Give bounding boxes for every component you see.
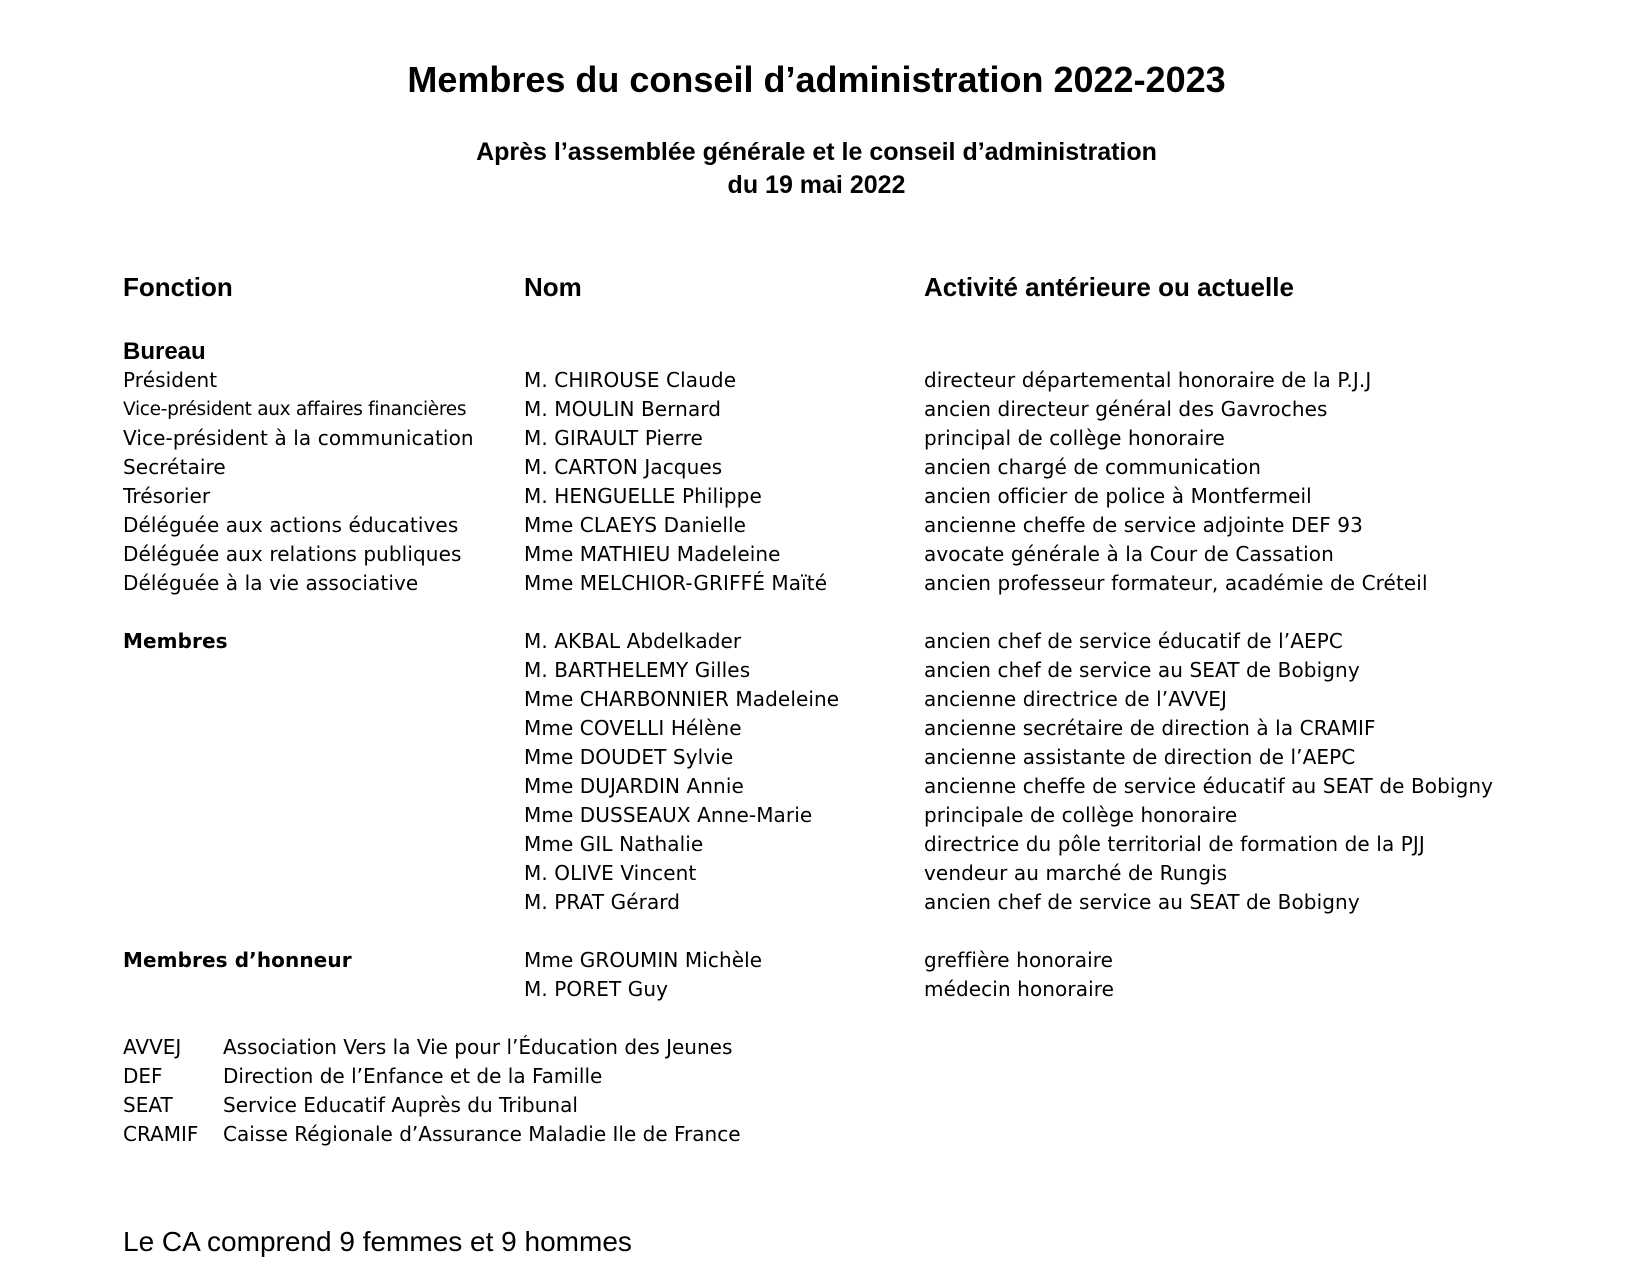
nom-cell: M. PRAT Gérard: [524, 890, 681, 914]
abbreviation-code: CRAMIF: [123, 1122, 199, 1146]
nom-cell: Mme MATHIEU Madeleine: [524, 542, 781, 566]
activite-cell: vendeur au marché de Rungis: [924, 861, 1228, 885]
table-row: [0, 743, 1633, 772]
activite-cell: ancienne directrice de l’AVVEJ: [924, 687, 1227, 711]
nom-cell: M. CARTON Jacques: [524, 455, 723, 479]
abbreviation-code: SEAT: [123, 1093, 173, 1117]
table-row: [0, 772, 1633, 801]
nom-cell: Mme COVELLI Hélène: [524, 716, 742, 740]
abbreviation-row: [0, 1062, 1633, 1091]
page-title: Membres du conseil d’administration 2022-2023: [407, 59, 1226, 100]
nom-cell: M. MOULIN Bernard: [524, 397, 722, 421]
fonction-cell: Déléguée aux relations publiques: [123, 542, 462, 566]
nom-cell: Mme DUJARDIN Annie: [524, 774, 744, 798]
activite-cell: ancien chargé de communication: [924, 455, 1262, 479]
table-row: [0, 714, 1633, 743]
table-row: [0, 569, 1633, 598]
fonction-cell: Président: [123, 368, 218, 392]
nom-cell: M. GIRAULT Pierre: [524, 426, 703, 450]
table-row: [0, 453, 1633, 482]
nom-cell: M. PORET Guy: [524, 977, 669, 1001]
abbreviation-code: DEF: [123, 1064, 163, 1088]
nom-cell: M. HENGUELLE Philippe: [524, 484, 762, 508]
activite-cell: ancienne assistante de direction de l’AEPC: [924, 745, 1356, 769]
activite-cell: ancienne secrétaire de direction à la CRAMIF: [924, 716, 1376, 740]
nom-cell: Mme CHARBONNIER Madeleine: [524, 687, 840, 711]
nom-cell: M. CHIROUSE Claude: [524, 368, 737, 392]
table-row: [0, 656, 1633, 685]
nom-cell: Mme GROUMIN Michèle: [524, 948, 763, 972]
activite-cell: directeur départemental honoraire de la P.J.J: [924, 368, 1372, 392]
abbreviation-text: Direction de l’Enfance et de la Famille: [223, 1064, 603, 1088]
table-row: [0, 830, 1633, 859]
fonction-cell: Vice-président à la communication: [123, 426, 474, 450]
abbreviation-text: Association Vers la Vie pour l’Éducation des Jeunes: [223, 1035, 733, 1059]
table-row: [0, 888, 1633, 917]
nom-cell: Mme CLAEYS Danielle: [524, 513, 747, 537]
header-activite: Activité antérieure ou actuelle: [924, 272, 1294, 302]
table-row: [0, 627, 1633, 656]
activite-cell: ancien chef de service au SEAT de Bobigny: [924, 890, 1360, 914]
nom-cell: M. OLIVE Vincent: [524, 861, 697, 885]
activite-cell: greffière honoraire: [924, 948, 1114, 972]
nom-cell: Mme MELCHIOR-GRIFFÉ Maïté: [524, 571, 828, 595]
activite-cell: ancien chef de service éducatif de l’AEPC: [924, 629, 1343, 653]
subtitle-line-2: du 19 mai 2022: [727, 171, 906, 199]
activite-cell: avocate générale à la Cour de Cassation: [924, 542, 1334, 566]
fonction-cell: Déléguée à la vie associative: [123, 571, 419, 595]
abbreviation-code: AVVEJ: [123, 1035, 182, 1059]
fonction-cell: Déléguée aux actions éducatives: [123, 513, 459, 537]
header-nom: Nom: [524, 272, 582, 302]
activite-cell: médecin honoraire: [924, 977, 1115, 1001]
abbreviation-text: Caisse Régionale d’Assurance Maladie Ile de France: [223, 1122, 741, 1146]
table-row: [0, 395, 1633, 424]
activite-cell: ancien officier de police à Montfermeil: [924, 484, 1312, 508]
fonction-cell: Vice-président aux affaires financières: [123, 399, 467, 420]
abbreviation-row: [0, 1033, 1633, 1062]
table-row: [0, 482, 1633, 511]
table-row: [0, 366, 1633, 395]
table-row: [0, 801, 1633, 830]
activite-cell: ancienne cheffe de service éducatif au SEAT de Bobigny: [924, 774, 1494, 798]
abbreviation-row: [0, 1091, 1633, 1120]
nom-cell: Mme DOUDET Sylvie: [524, 745, 734, 769]
table-row: [0, 946, 1633, 975]
table-row: [0, 540, 1633, 569]
table-row: [0, 859, 1633, 888]
activite-cell: ancienne cheffe de service adjointe DEF 93: [924, 513, 1363, 537]
activite-cell: ancien professeur formateur, académie de Créteil: [924, 571, 1428, 595]
nom-cell: Mme DUSSEAUX Anne-Marie: [524, 803, 813, 827]
abbreviation-text: Service Educatif Auprès du Tribunal: [223, 1093, 578, 1117]
activite-cell: principale de collège honoraire: [924, 803, 1238, 827]
header-fonction: Fonction: [123, 272, 233, 302]
section-label-membres: Membres: [123, 629, 228, 653]
section-label-membres-honneur: Membres d’honneur: [123, 948, 352, 972]
fonction-cell: Trésorier: [123, 484, 211, 508]
abbreviation-row: [0, 1120, 1633, 1149]
activite-cell: directrice du pôle territorial de formation de la PJJ: [924, 832, 1425, 856]
activite-cell: principal de collège honoraire: [924, 426, 1225, 450]
table-row: [0, 424, 1633, 453]
footer-summary: Le CA comprend 9 femmes et 9 hommes: [123, 1226, 632, 1257]
nom-cell: M. BARTHELEMY Gilles: [524, 658, 751, 682]
activite-cell: ancien chef de service au SEAT de Bobigny: [924, 658, 1360, 682]
table-row: [0, 685, 1633, 714]
nom-cell: Mme GIL Nathalie: [524, 832, 704, 856]
section-label-bureau: Bureau: [123, 338, 206, 365]
table-row: [0, 511, 1633, 540]
page-subtitle: [0, 136, 1633, 202]
subtitle-line-1: Après l’assemblée générale et le conseil d’administration: [476, 138, 1157, 166]
activite-cell: ancien directeur général des Gavroches: [924, 397, 1328, 421]
table-row: [0, 975, 1633, 1004]
nom-cell: M. AKBAL Abdelkader: [524, 629, 742, 653]
fonction-cell: Secrétaire: [123, 455, 226, 479]
